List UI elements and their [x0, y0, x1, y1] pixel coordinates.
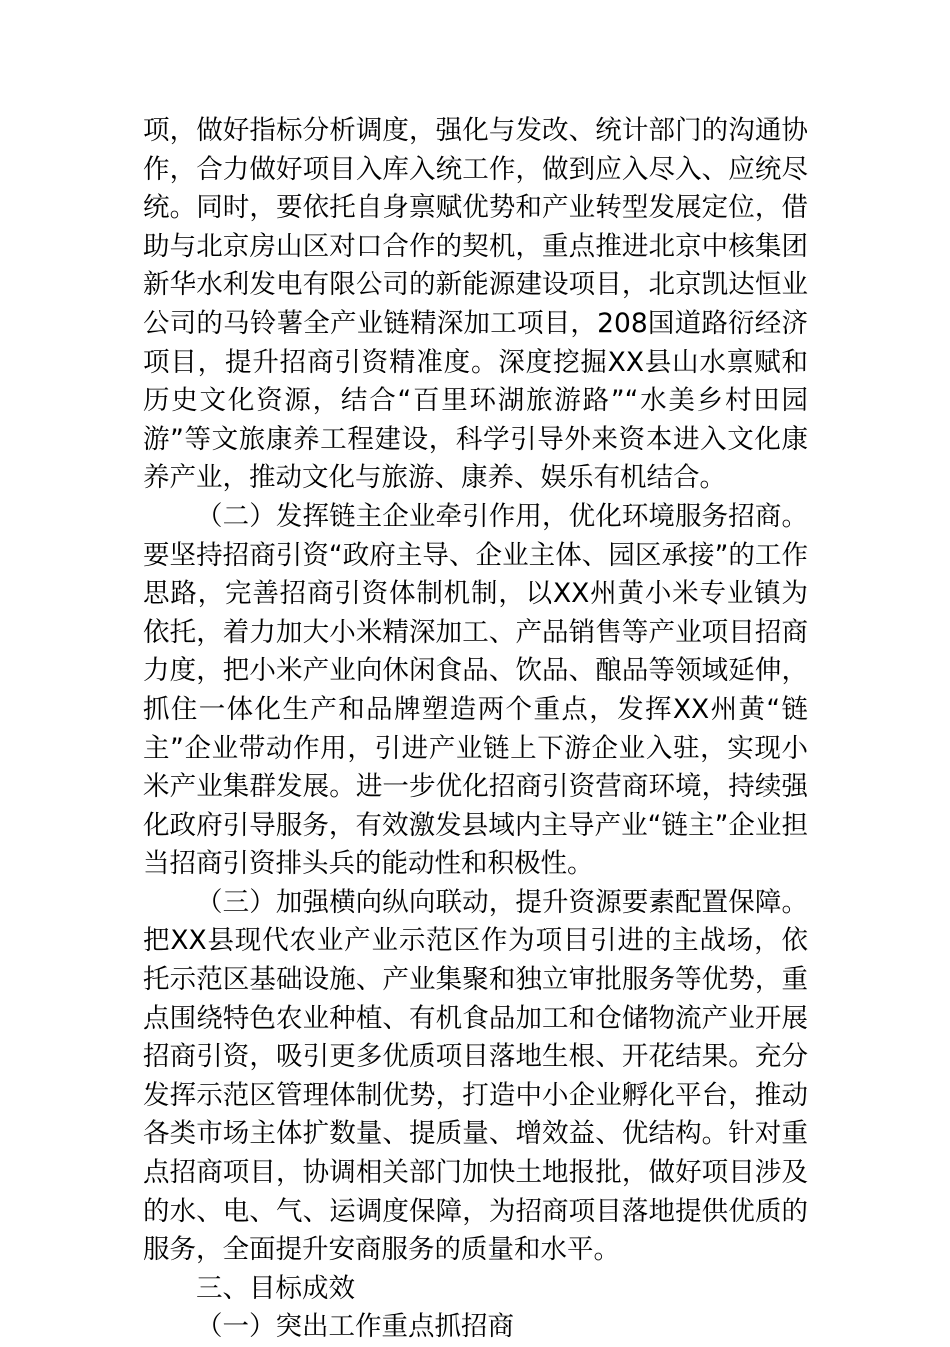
paragraph-section-two: （二）发挥链主企业牵引作用，优化环境服务招商。要坚持招商引资“政府主导、企业主体、园区承接”的工作思路，完善招商引资体制机制，以XX州黄小米专业镇为依托，着力加大小米精深加工、产品销售等产业项目招商力度，把小米产业向休闲食品、饮品、酿品等领域延伸，抓住一体化生产和品牌塑造两个重点，发挥XX州黄“链主”企业带动作用，引进产业链上下游企业入驻，实现小米产业集群发展。进一步优化招商引资营商环境，持续强化政府引导服务，有效激发县域内主导产业“链主”企业担当招商引资排头兵的能动性和积极性。: [143, 500, 808, 880]
paragraph-section-three: （三）加强横向纵向联动，提升资源要素配置保障。把XX县现代农业产业示范区作为项目引进的主战场，依托示范区基础设施、产业集聚和独立审批服务等优势，重点围绕特色农业种植、有机食品加工和仓储物流产业开展招商引资，吸引更多优质项目落地生根、开花结果。充分发挥示范区管理体制优势，打造中小企业孵化平台，推动各类市场主体扩数量、提质量、增效益、优结构。针对重点招商项目，协调相关部门加快土地报批，做好项目涉及的水、电、气、运调度保障，为招商项目落地提供优质的服务，全面提升安商服务的质量和水平。: [143, 886, 808, 1266]
section-heading: 三、目标成效: [196, 1272, 355, 1304]
document-page: [143, 112, 808, 1347]
subsection-heading: （一）突出工作重点抓招商: [196, 1311, 514, 1343]
paragraph-continuation: 项，做好指标分析调度，强化与发改、统计部门的沟通协作，合力做好项目入库入统工作，做到应入尽入、应统尽统。同时，要依托自身禀赋优势和产业转型发展定位，借助与北京房山区对口合作的契机，重点推进北京中核集团新华水利发电有限公司的新能源建设项目，北京凯达恒业公司的马铃薯全产业链精深加工项目，208国道路衍经济项目，提升招商引资精准度。深度挖掘XX县山水禀赋和历史文化资源，结合“百里环湖旅游路”“水美乡村田园游”等文旅康养工程建设，科学引导外来资本进入文化康养产业，推动文化与旅游、康养、娱乐有机结合。: [143, 115, 808, 494]
